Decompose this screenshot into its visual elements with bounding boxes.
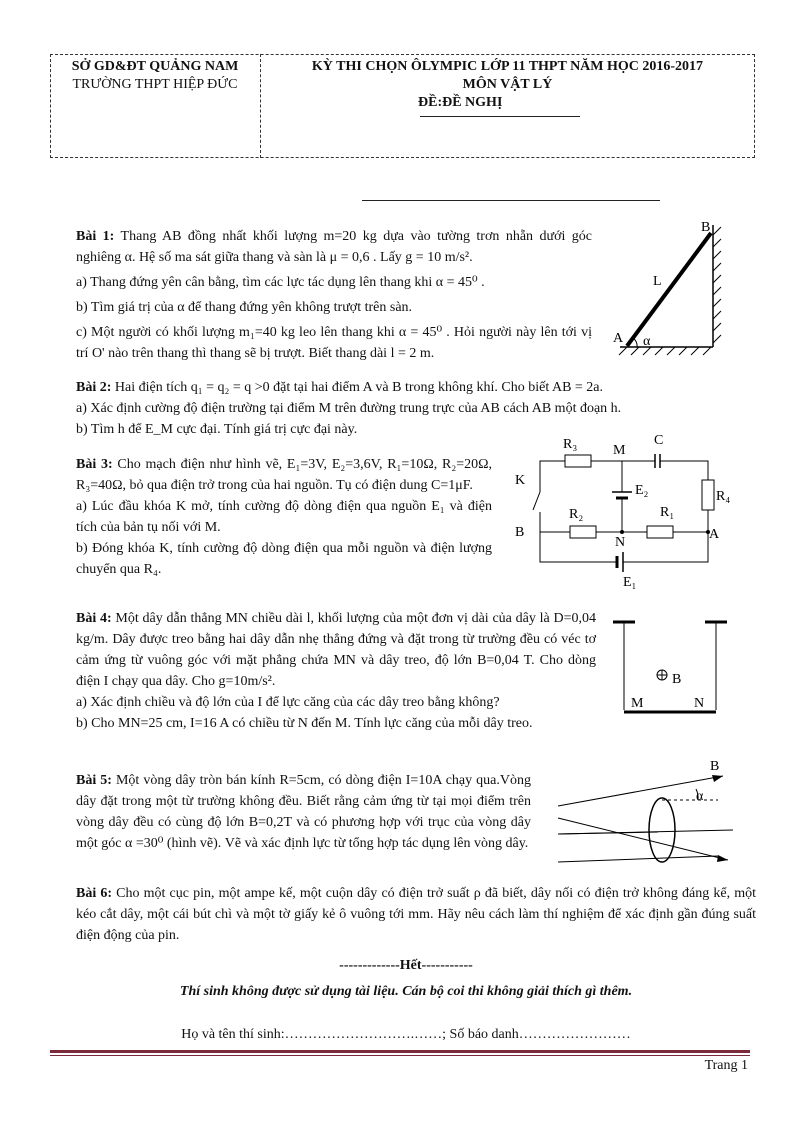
resistor-r3 <box>565 455 591 467</box>
label-n: N <box>615 535 626 550</box>
exam-note: Thí sinh không được sử dụng tài liệu. Cán bộ coi thi không giải thích gì thêm. <box>179 984 633 999</box>
end-mark: -------------Hết----------- <box>339 958 473 973</box>
field-line-bottom <box>558 856 718 862</box>
page-number: Trang 1 <box>704 1058 748 1073</box>
problem-6-label: Bài 6: <box>76 886 113 901</box>
problem-2-label: Bài 2: <box>76 380 112 395</box>
problem-3-a: a) Lúc đầu khóa K mở, tính cường độ dòng điện qua nguồn E₁ và điện tích của bản tụ nối với M. <box>76 499 492 535</box>
current-ring <box>649 798 675 862</box>
wall-hatch <box>713 227 721 343</box>
department-name: SỞ GD&ĐT QUẢNG NAM <box>71 59 239 74</box>
label-r4: R₄ <box>716 489 731 504</box>
problem-1-c: c) Một người có khối lượng m₁=40 kg leo lên thang khi α = 45⁰ . Hỏi người này lên tới vị trí O' nào trên thang thì thang sẽ bị trượt. Biết thang dài l = 2 m. <box>76 325 592 361</box>
label-m: M <box>613 443 626 458</box>
problem-5-label: Bài 5: <box>76 773 112 788</box>
label-e2: E₂ <box>635 483 649 498</box>
label-m: M <box>631 696 644 711</box>
header-right <box>260 58 755 112</box>
resistor-r4 <box>702 480 714 510</box>
problem-1-intro: Thang AB đồng nhất khối lượng m=20 kg dựa vào tường trơn nhẵn dưới góc nghiêng α. Hệ số ma sát giữa thang và sàn là μ = 0,6 . Lấy g = 10 m/s². <box>76 229 593 265</box>
switch-k <box>533 492 540 510</box>
problem-2-intro: Hai điện tích q₁ = q₂ = q >0 đặt tại hai điểm A và B trong không khí. Cho biết AB = 2a. <box>114 380 604 395</box>
problem-6-text: Cho một cục pin, một ampe kế, một cuộn dây có điện trở suất ρ đã biết, dây nối có điện trở không đáng kể, một kéo cắt dây, một cái bút chì và một tờ giấy kẻ ô vuông tới mm. Hãy nêu cách làm thí nghiệm để xác định gần đúng suất điện động của pin. <box>76 886 757 943</box>
label-r2: R₂ <box>569 507 584 522</box>
label-k: K <box>515 473 526 488</box>
header-left <box>50 58 260 94</box>
problem-3-b: b) Đóng khóa K, tính cường độ dòng điện qua mỗi nguồn và điện lượng chuyển qua R₄. <box>76 541 492 577</box>
label-l: L <box>653 274 662 289</box>
problem-1-b: b) Tìm giá trị của α để thang đứng yên không trượt trên sàn. <box>76 300 413 315</box>
problem-4-label: Bài 4: <box>76 611 112 626</box>
circuit-figure <box>505 430 755 595</box>
problem-1-label: Bài 1: <box>76 229 115 244</box>
node-n <box>620 530 624 534</box>
candidate-line: Họ và tên thí sinh:……………………….……; Số báo danh…………………… <box>181 1027 631 1042</box>
problem-3-label: Bài 3: <box>76 457 113 472</box>
problem-4 <box>76 608 596 734</box>
school-name: TRƯỜNG THPT HIỆP ĐỨC <box>72 77 238 92</box>
problem-5 <box>76 770 531 854</box>
label-c: C <box>654 433 664 448</box>
problem-3-intro: Cho mạch điện như hình vẽ, E₁=3V, E₂=3,6V, R₁=10Ω, R₂=20Ω, R₃=40Ω, bỏ qua điện trở trong của hai nguồn. Tụ có điện dung C=1μF. <box>76 457 493 493</box>
problem-3 <box>76 454 492 580</box>
problem-1-a: a) Thang đứng yên cân bằng, tìm các lực tác dụng lên thang khi α = 45⁰ . <box>76 275 485 290</box>
label-a: A <box>613 331 624 346</box>
label-b: B <box>515 525 525 540</box>
label-r1: R₁ <box>660 505 675 520</box>
label-r3: R₃ <box>563 437 578 452</box>
label-b: B <box>672 672 682 687</box>
problem-2-b: b) Tìm h để E_M cực đại. Tính giá trị cực đại này. <box>76 422 358 437</box>
label-b: B <box>710 759 720 774</box>
separator-line <box>362 200 660 201</box>
label-alpha: α <box>696 789 704 804</box>
subject: MÔN VẬT LÝ <box>462 77 553 92</box>
footer-rule-thin <box>50 1055 750 1056</box>
ring-field-figure <box>548 752 748 877</box>
field-line-lower <box>558 818 728 860</box>
problem-4-intro: Một dây dẫn thẳng MN chiều dài l, khối lượng của một đơn vị dài của dây là D=0,04 kg/m. Dây được treo bằng hai dây dẫn nhẹ thẳng đứng và đặt trong từ trường đều có véc tơ cảm ứng từ vuông góc với mặt phẳng chứa MN và dây treo, độ lớn B=0,04 T. Cho dòng điện I chạy qua dây. Cho g=10m/s². <box>76 611 596 689</box>
wire-top-left <box>540 461 565 492</box>
ladder-bar <box>627 233 711 346</box>
resistor-r2 <box>570 526 596 538</box>
label-e1: E₁ <box>623 575 637 590</box>
exam-title: KỲ THI CHỌN ÔLYMPIC LỚP 11 THPT NĂM HỌC 2016-2017 <box>311 59 704 74</box>
floor-hatch <box>619 347 711 355</box>
label-n: N <box>694 696 705 711</box>
hanging-wire-figure <box>605 618 745 718</box>
problem-4-a: a) Xác định chiều và độ lớn của I để lực căng của các dây treo bằng không? <box>76 695 500 710</box>
ladder-figure <box>605 215 745 360</box>
problem-2-a: a) Xác định cường độ điện trường tại điểm M trên đường trung trực của AB cách AB một đoạn h. <box>76 401 622 416</box>
code-underline <box>420 116 580 117</box>
label-alpha: α <box>643 334 651 349</box>
problem-6 <box>76 883 756 946</box>
problem-5-text: Một vòng dây tròn bán kính R=5cm, có dòng điện I=10A chạy qua.Vòng dây đặt trong một từ trường không đều. Biết rằng cảm ứng từ tại mọi điểm trên vòng dây đều có cùng độ lớn B=0,2T và có phương hợp với trục của vòng dây một góc α =30⁰ (hình vẽ). Vẽ và xác định lực từ tổng hợp tác dụng lên vòng dây. <box>76 773 532 851</box>
resistor-r1 <box>647 526 673 538</box>
footer-rule-thick <box>50 1050 750 1053</box>
label-a: A <box>709 527 720 542</box>
wire-top-right <box>660 461 708 480</box>
problem-4-b: b) Cho MN=25 cm, I=16 A có chiều từ N đến M. Tính lực căng của mỗi dây treo. <box>76 716 533 731</box>
exam-code: ĐỀ:ĐỀ NGHỊ <box>418 95 503 110</box>
label-b: B <box>701 220 711 235</box>
problem-1 <box>76 226 592 364</box>
